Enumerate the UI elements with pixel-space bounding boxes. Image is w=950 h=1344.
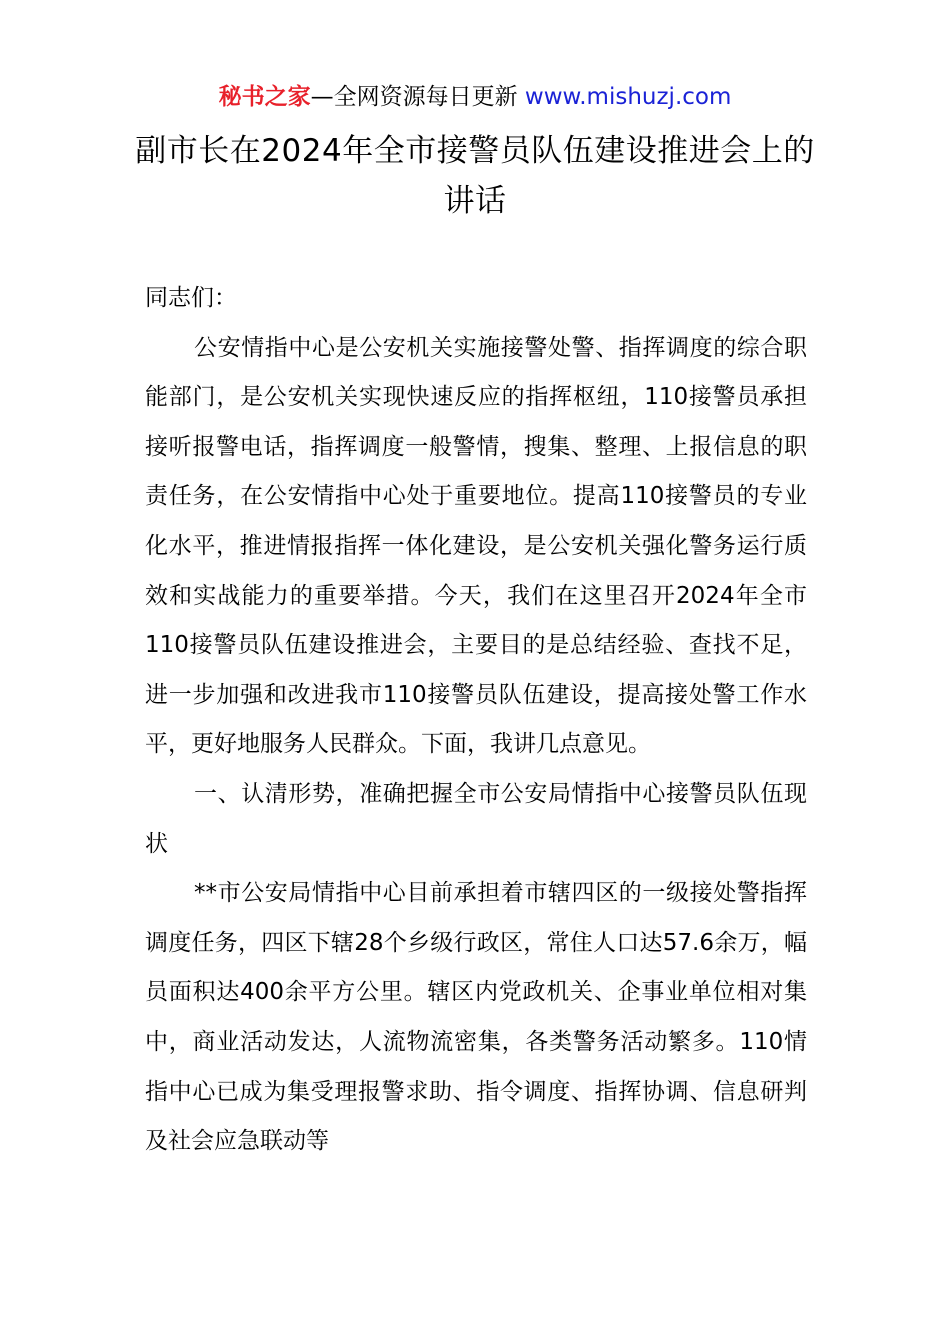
site-header (0, 80, 950, 114)
document-title: 副市长在2024年全市接警员队伍建设推进会上的讲话 (135, 133, 815, 219)
salutation: 同志们： (145, 285, 237, 311)
paragraph-situation: **市公安局情指中心目前承担着市辖四区的一级接处警指挥调度任务，四区下辖28个乡级行政区，常住人口达57.6余万，幅员面积达400余平方公里。辖区内党政机关、企事业单位相对集中，商业活动发达，人流物流密集，各类警务活动繁多。110情指中心已成为集受理报警求助、指令调度、指挥协调、信息研判及社会应急联动等 (145, 880, 807, 1155)
site-tagline: —全网资源每日更新 (310, 84, 525, 110)
document-body (145, 274, 807, 1167)
section-heading-1: 一、认清形势，准确把握全市公安局情指中心接警员队伍现状 (145, 780, 807, 857)
site-url-link[interactable]: www.mishuzj.com (524, 84, 732, 110)
paragraph-intro: 公安情指中心是公安机关实施接警处警、指挥调度的综合职能部门，是公安机关实现快速反应的指挥枢纽，110接警员承担接听报警电话，指挥调度一般警情，搜集、整理、上报信息的职责任务，在公安情指中心处于重要地位。提高110接警员的专业化水平，推进情报指挥一体化建设，是公安机关强化警务运行质效和实战能力的重要举措。今天，我们在这里召开2024年全市110接警员队伍建设推进会，主要目的是总结经验、查找不足，进一步加强和改进我市110接警员队伍建设，提高接处警工作水平，更好地服务人民群众。下面，我讲几点意见。 (145, 334, 807, 758)
site-name: 秘书之家 (218, 84, 311, 110)
